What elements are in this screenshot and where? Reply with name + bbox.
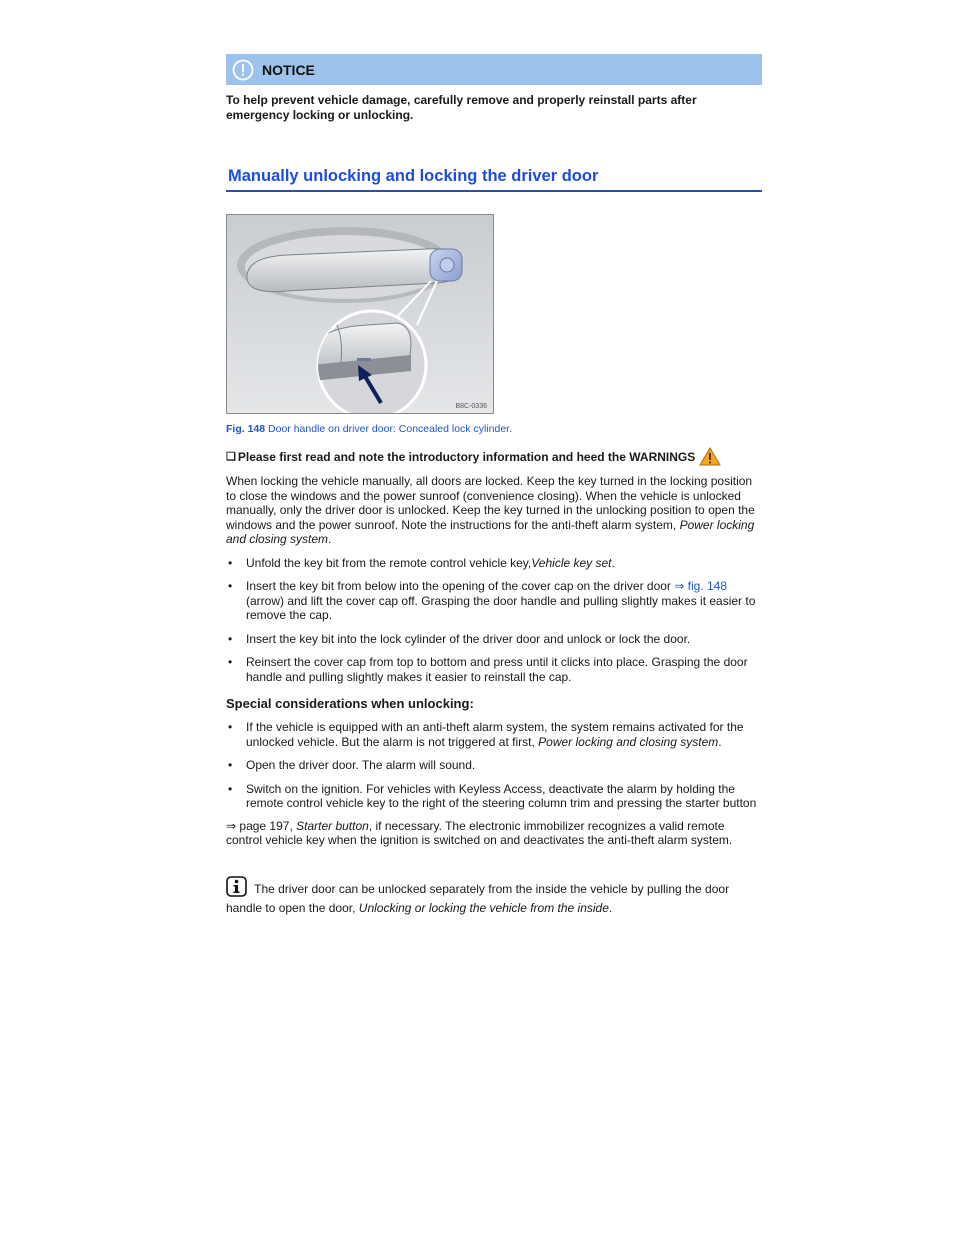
exclamation-circle-icon <box>232 59 254 81</box>
list-item <box>226 782 762 811</box>
list-item-body: Unfold the key bit from the remote control vehicle key, <box>246 555 532 570</box>
list-item-text: Switch on the ignition. For vehicles with Keyless Access, deactivate the alarm by holding the remote control vehicle key to the right of the steering column trim and pressing the starter button <box>246 781 757 810</box>
list-item <box>226 632 762 647</box>
list-item-text <box>246 720 762 749</box>
list-item-body: If the vehicle is equipped with an anti-theft alarm system, the system remains activated for the unlocked vehicle. But the alarm is not triggered at first, <box>246 720 744 749</box>
figure-code: B8C-0336 <box>455 403 487 410</box>
list-item-text: Open the driver door. The alarm will sound. <box>246 758 476 772</box>
xref-power-locking[interactable]: Power locking and closing system <box>538 734 719 749</box>
warning-triangle-icon[interactable] <box>699 447 721 466</box>
note-text: The driver door can be unlocked separately from the inside the vehicle by pulling the door handle to open the door, <box>226 881 730 915</box>
list-item <box>226 758 762 773</box>
list-item-text <box>246 579 762 623</box>
note-end: . <box>608 900 613 915</box>
list-item-text: Reinsert the cover cap from top to bottom and press until it clicks into place. Grasping the door handle and pulling slightly makes it easier to reinstall the cap. <box>246 655 748 684</box>
list-item-end: . <box>718 734 722 749</box>
bullet-glyph: • <box>228 655 233 669</box>
paragraph-end: . <box>328 532 332 546</box>
intro-text: Please first read and note the introductory information and heed the WARNINGS <box>237 449 696 464</box>
bullet-glyph: • <box>228 720 233 734</box>
list-item-text: Insert the key bit into the lock cylinder of the driver door and unlock or lock the door. <box>246 631 691 646</box>
xref-starter-button[interactable]: Starter button <box>296 818 369 833</box>
door-handle-illustration <box>227 215 493 413</box>
list-item <box>226 720 762 749</box>
notice-banner <box>226 54 762 85</box>
section-heading: Manually unlocking and locking the driver door <box>226 167 762 192</box>
info-icon <box>226 876 247 901</box>
book-icon: ❑ <box>226 451 236 463</box>
figure-door-handle <box>226 214 494 414</box>
paragraph-text: When locking the vehicle manually, all doors are locked. Keep the key turned in the locking position to close the windows and the power sunroof (convenience closing). When the vehicle is unlocked manually, only the driver door is unlocked. Keep the key turned in the unlocking position to open the windows and the power sunroof. Note the instructions for the anti-theft alarm system, <box>226 474 755 532</box>
intro-line <box>226 447 762 466</box>
list-item-text <box>246 556 615 571</box>
list-item <box>226 556 762 571</box>
notice-title: NOTICE <box>262 61 315 78</box>
bullet-glyph: • <box>228 758 233 772</box>
bullet-glyph: • <box>228 631 233 646</box>
notice-text: To help prevent vehicle damage, carefully remove and properly reinstall parts after emergency locking or unlocking. <box>226 93 697 122</box>
list-item-end: (arrow) and lift the cover cap off. Grasping the door handle and pulling slightly makes it easier to remove the cap. <box>246 593 756 622</box>
bullet-glyph: • <box>228 555 233 570</box>
bullet-glyph: • <box>228 579 233 593</box>
xref-power-locking[interactable]: Power locking and closing system <box>226 517 755 546</box>
paragraph-starter-button <box>226 819 762 848</box>
figure-caption-text: Door handle on driver door: Concealed lock cylinder. <box>265 423 512 435</box>
link-fig-148[interactable]: ⇒ fig. 148 <box>674 579 728 593</box>
manual-page <box>226 54 762 916</box>
xref-unlocking-inside[interactable]: Unlocking or locking the vehicle from the inside <box>358 900 609 915</box>
figure-caption <box>226 423 762 435</box>
paragraph-end: , if necessary. The electronic immobilizer recognizes a valid remote control vehicle key when the ignition is switched on and deactivates the anti-theft alarm system. <box>226 818 733 847</box>
subheading: Special considerations when unlocking: <box>226 696 474 711</box>
list-item-body: Insert the key bit from below into the opening of the cover cap on the driver door <box>246 579 675 593</box>
paragraph-locking-info <box>226 474 762 547</box>
figure-caption-label: Fig. 148 <box>226 423 266 435</box>
list-item <box>226 655 762 684</box>
list-item-end: . <box>611 555 615 570</box>
link-page-197[interactable]: ⇒ page 197, <box>226 818 297 833</box>
bullet-glyph: • <box>228 781 233 796</box>
xref-vehicle-key-set[interactable]: Vehicle key set <box>531 555 612 570</box>
info-note <box>226 876 762 916</box>
list-item <box>226 579 762 623</box>
